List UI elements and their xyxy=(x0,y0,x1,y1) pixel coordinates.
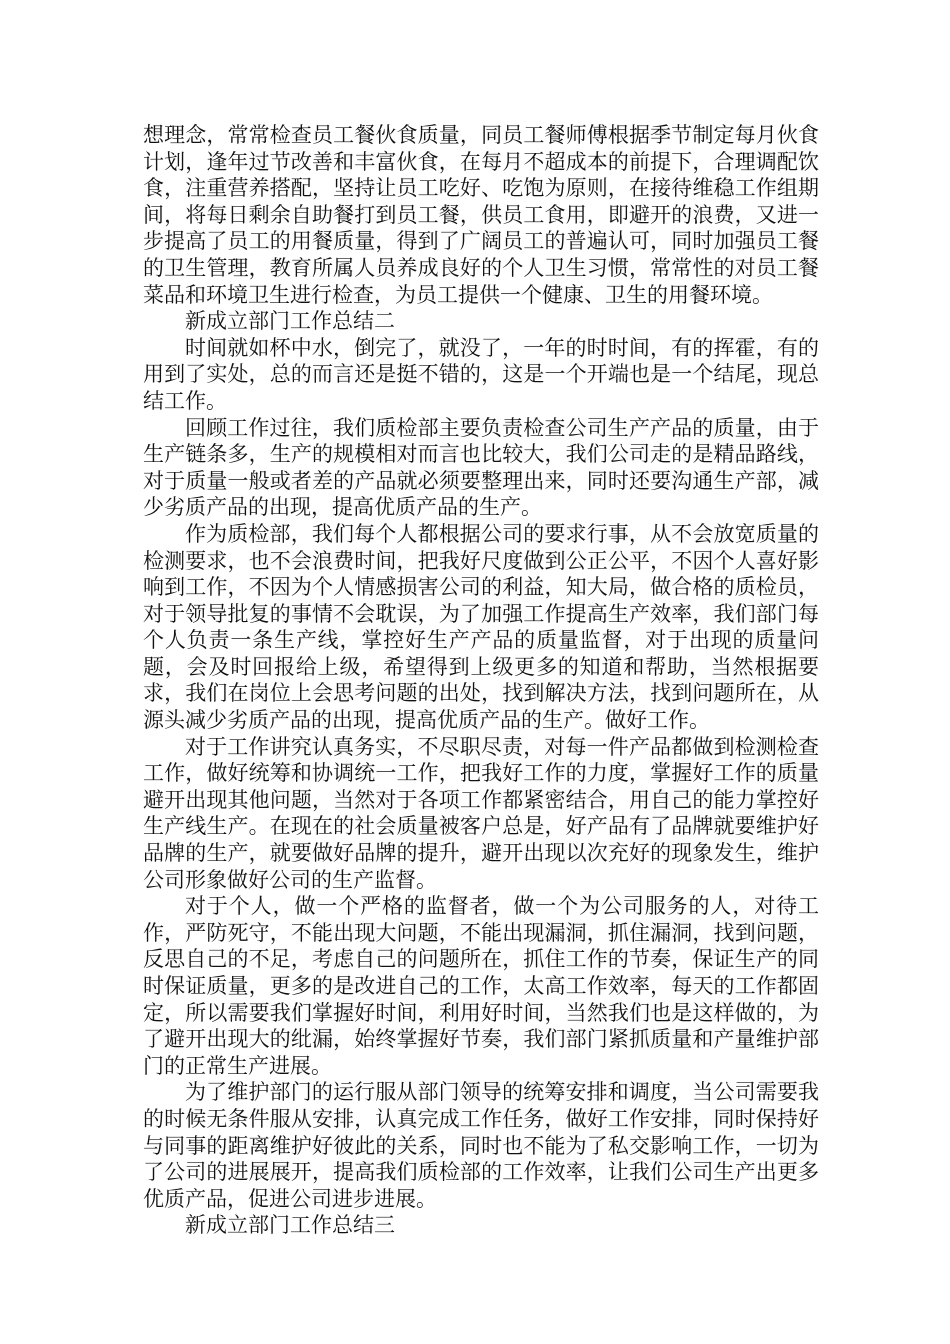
paragraph: 回顾工作过往，我们质检部主要负责检查公司生产产品的质量，由于生产链条多，生产的规模相对而言也比较大，我们公司走的是精品路线，对于质量一般或者差的产品就必须要整理出来，同时还要沟通生产部，减少劣质产品的出现，提高优质产品的生产。 xyxy=(143,415,819,520)
document-page xyxy=(143,122,819,1239)
paragraph: 对于个人，做一个严格的监督者，做一个为公司服务的人，对待工作，严防死守，不能出现大问题，不能出现漏洞，抓住漏洞，找到问题，反思自己的不足，考虑自己的问题所在，抓住工作的节奏，保证生产的同时保证质量，更多的是改进自己的工作，太高工作效率，每天的工作都固定，所以需要我们掌握好时间，利用好时间，当然我们也是这样做的，为了避开出现大的纰漏，始终掌握好节奏，我们部门紧抓质量和产量维护部门的正常生产进展。 xyxy=(143,894,819,1078)
paragraph: 时间就如杯中水，倒完了，就没了，一年的时时间，有的挥霍，有的用到了实处，总的而言还是挺不错的，这是一个开端也是一个结尾，现总结工作。 xyxy=(143,335,819,413)
paragraph: 为了维护部门的运行服从部门领导的统筹安排和调度，当公司需要我的时候无条件服从安排，认真完成工作任务，做好工作安排，同时保持好与同事的距离维护好彼此的关系，同时也不能为了私交影响工作，一切为了公司的进展展开，提高我们质检部的工作效率，让我们公司生产出更多优质产品，促进公司进步进展。 xyxy=(143,1080,819,1211)
section-heading-2: 新成立部门工作总结二 xyxy=(185,309,395,334)
paragraph: 对于工作讲究认真务实，不尽职尽责，对每一件产品都做到检测检查工作，做好统筹和协调统一工作，把我好工作的力度，掌握好工作的质量避开出现其他问题，当然对于各项工作都紧密结合，用自己的能力掌控好生产线生产。在现在的社会质量被客户总是，好产品有了品牌就要维护好品牌的生产，就要做好品牌的提升，避开出现以次充好的现象发生，维护公司形象做好公司的生产监督。 xyxy=(143,734,819,892)
paragraph: 作为质检部，我们每个人都根据公司的要求行事，从不会放宽质量的检测要求，也不会浪费时间，把我好尺度做到公正公平，不因个人喜好影响到工作，不因为个人情感损害公司的利益，知大局，做合格的质检员，对于领导批复的事情不会耽误，为了加强工作提高生产效率，我们部门每个人负责一条生产线，掌控好生产产品的质量监督，对于出现的质量问题，会及时回报给上级，希望得到上级更多的知道和帮助，当然根据要求，我们在岗位上会思考问题的出处，找到解决方法，找到问题所在，从源头减少劣质产品的出现，提高优质产品的生产。做好工作。 xyxy=(143,521,819,733)
section-heading-3: 新成立部门工作总结三 xyxy=(185,1213,395,1238)
paragraph-continued: 想理念，常常检查员工餐伙食质量，同员工餐师傅根据季节制定每月伙食计划，逢年过节改善和丰富伙食，在每月不超成本的前提下，合理调配饮食，注重营养搭配，坚持让员工吃好、吃饱为原则，在接待维稳工作组期间，将每日剩余自助餐打到员工餐，供员工食用，即避开的浪费，又进一步提高了员工的用餐质量，得到了广阔员工的普遍认可，同时加强员工餐的卫生管理，教育所属人员养成良好的个人卫生习惯，常常性的对员工餐菜品和环境卫生进行检查，为员工提供一个健康、卫生的用餐环境。 xyxy=(143,123,819,307)
